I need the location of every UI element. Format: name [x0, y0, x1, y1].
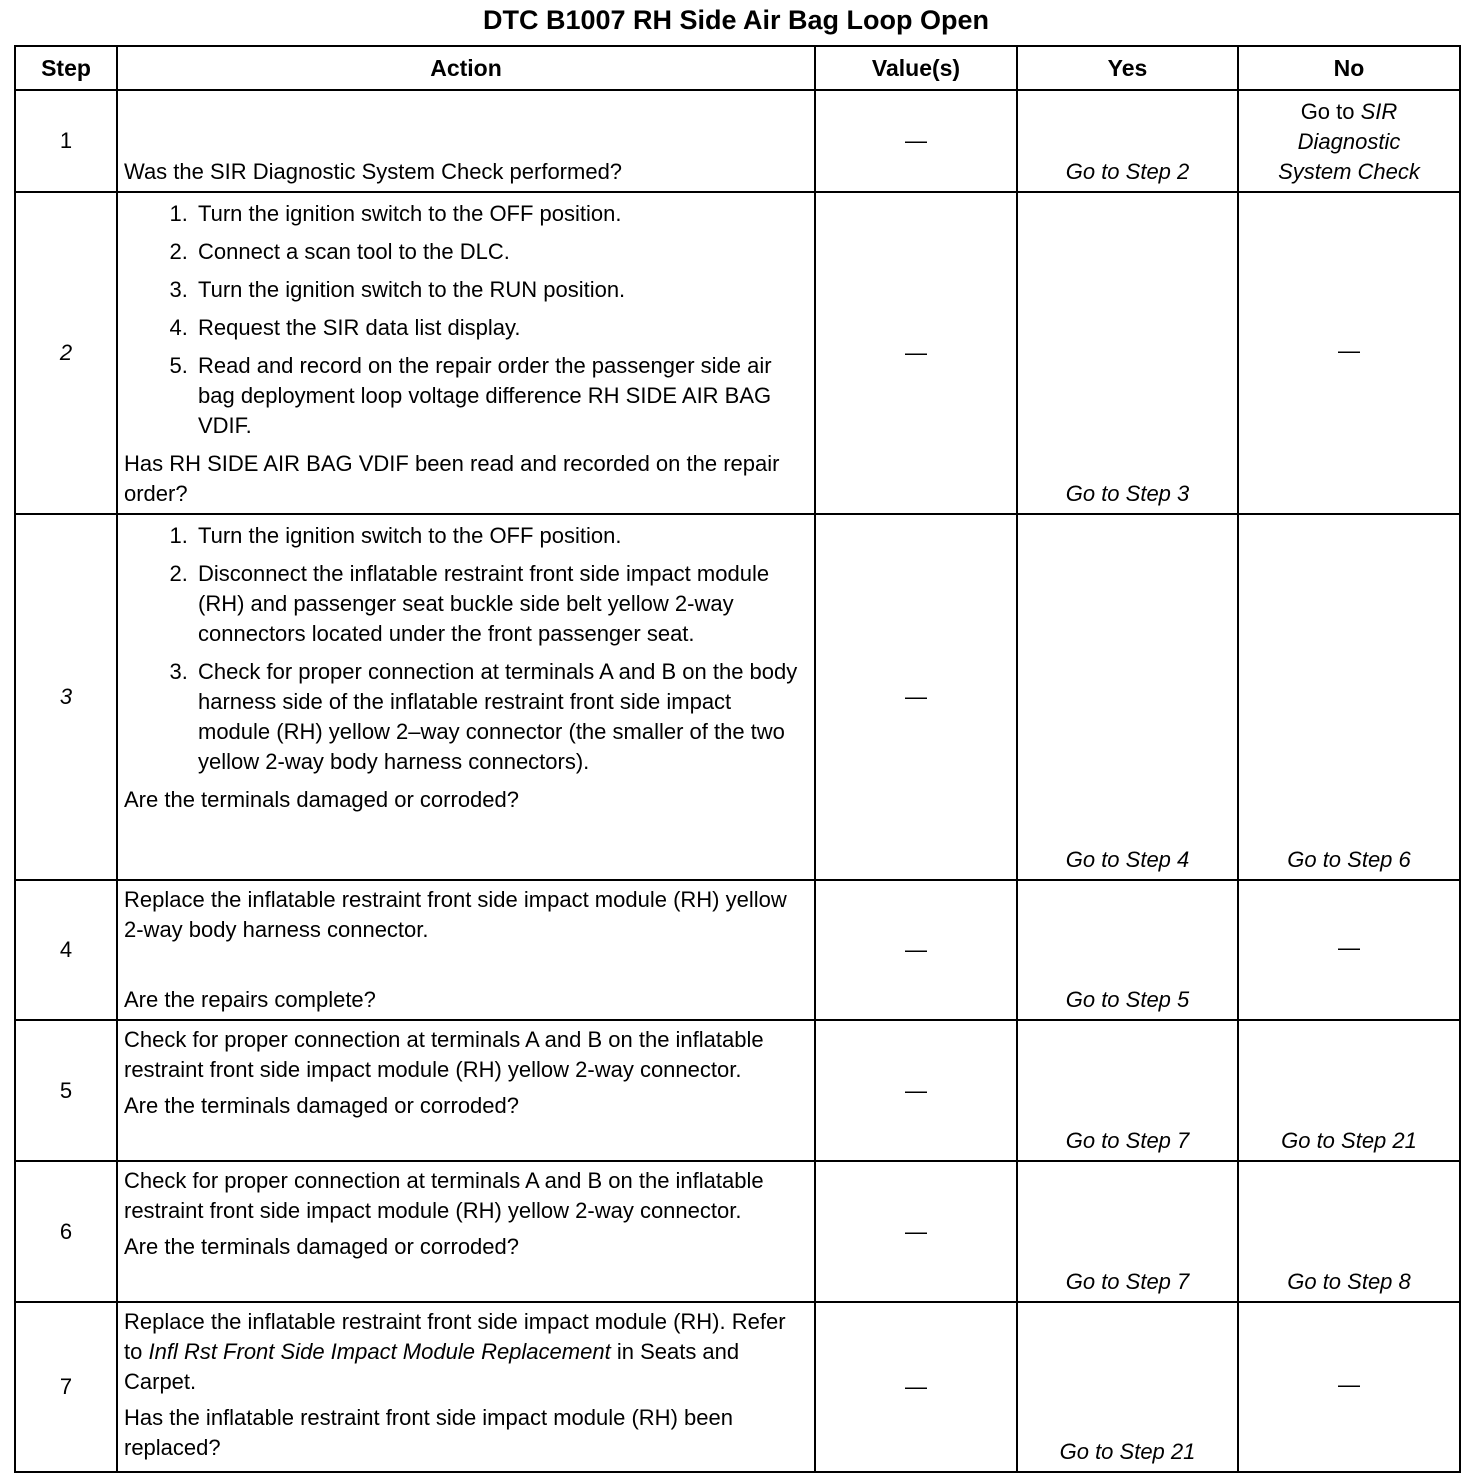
procedure-item: 4. Request the SIR data list display. [194, 313, 808, 343]
yes-link[interactable]: Go to Step 21 [1017, 1302, 1238, 1472]
action-cell [117, 1302, 815, 1472]
action-text-before: Replace the inflatable restraint front side impact module (RH). Refer to [124, 1309, 786, 1364]
yes-link[interactable]: Go to Step 7 [1017, 1161, 1238, 1302]
page-title: DTC B1007 RH Side Air Bag Loop Open [482, 5, 990, 35]
yes-link[interactable]: Go to Step 2 [1017, 90, 1238, 192]
question-text: Was the SIR Diagnostic System Check performed? [124, 159, 623, 184]
no-link[interactable]: SIR [1360, 99, 1398, 124]
no-cell [1238, 90, 1460, 192]
header-row [15, 46, 1460, 90]
no-link[interactable]: Go to Step 21 [1238, 1020, 1460, 1161]
action-cell [117, 1161, 815, 1302]
step-number: 2 [15, 192, 117, 514]
question-text: Are the terminals damaged or corroded? [124, 1234, 519, 1259]
procedure-list [124, 521, 808, 777]
yes-link[interactable]: Go to Step 7 [1017, 1020, 1238, 1161]
value-cell: — [815, 880, 1017, 1020]
no-link[interactable]: Diagnostic [1297, 129, 1401, 154]
procedure-item: 2. Disconnect the inflatable restraint front side impact module (RH) and passenger seat buckle side belt yellow 2-way connectors located under the front passenger seat. [194, 559, 808, 649]
action-text [124, 1307, 808, 1397]
header-step: Step [15, 46, 117, 90]
value-cell: — [815, 1302, 1017, 1472]
action-text: Replace the inflatable restraint front side impact module (RH) yellow 2-way body harness connector. [124, 887, 787, 942]
procedure-item: 1. Turn the ignition switch to the OFF position. [194, 199, 808, 229]
diagnostic-table [14, 45, 1461, 1473]
no-link[interactable]: Go to Step 6 [1238, 514, 1460, 880]
no-link[interactable]: Go to Step 8 [1238, 1161, 1460, 1302]
procedure-item: 3. Turn the ignition switch to the RUN position. [194, 275, 808, 305]
no-link[interactable]: System Check [1278, 159, 1420, 184]
procedure-item: 1. Turn the ignition switch to the OFF position. [194, 521, 808, 551]
header-values: Value(s) [815, 46, 1017, 90]
header-no: No [1238, 46, 1460, 90]
no-prefix: Go to [1300, 99, 1355, 124]
table-row [15, 90, 1460, 192]
value-cell: — [815, 1020, 1017, 1161]
procedure-item: 5. Read and record on the repair order the passenger side air bag deployment loop voltage difference RH SIDE AIR BAG VDIF. [194, 351, 808, 441]
procedure-item: 3. Check for proper connection at terminals A and B on the body harness side of the inflatable restraint front side impact module (RH) yellow 2–way connector (the smaller of the two yellow 2-way body harness connectors). [194, 657, 808, 777]
table-row [15, 1020, 1460, 1161]
action-text: Check for proper connection at terminals A and B on the inflatable restraint front side impact module (RH) yellow 2-way connector. [124, 1168, 764, 1223]
action-cell [117, 514, 815, 880]
step-number: 7 [15, 1302, 117, 1472]
yes-link[interactable]: Go to Step 5 [1017, 880, 1238, 1020]
yes-link[interactable]: Go to Step 3 [1017, 192, 1238, 514]
action-text-after: in Seats and Carpet. [124, 1339, 740, 1394]
table-row [15, 880, 1460, 1020]
value-cell: — [815, 192, 1017, 514]
value-cell: — [815, 90, 1017, 192]
step-number: 1 [15, 90, 117, 192]
table-row [15, 1161, 1460, 1302]
no-cell: — [1238, 880, 1460, 1020]
header-action: Action [117, 46, 815, 90]
step-number: 6 [15, 1161, 117, 1302]
header-yes: Yes [1017, 46, 1238, 90]
reference-link[interactable]: Infl Rst Front Side Impact Module Replacement [148, 1339, 611, 1364]
action-cell [117, 880, 815, 1020]
no-cell: — [1238, 1302, 1460, 1472]
yes-link[interactable]: Go to Step 4 [1017, 514, 1238, 880]
procedure-list [124, 199, 808, 441]
question-text: Are the repairs complete? [124, 987, 376, 1012]
step-number: 3 [15, 514, 117, 880]
procedure-item: 2. Connect a scan tool to the DLC. [194, 237, 808, 267]
question-text: Are the terminals damaged or corroded? [124, 787, 519, 812]
value-cell: — [815, 1161, 1017, 1302]
question-text: Has the inflatable restraint front side impact module (RH) been replaced? [124, 1405, 733, 1460]
question-text: Are the terminals damaged or corroded? [124, 1093, 519, 1118]
action-cell [117, 1020, 815, 1161]
action-text: Check for proper connection at terminals A and B on the inflatable restraint front side impact module (RH) yellow 2-way connector. [124, 1027, 764, 1082]
value-cell: — [815, 514, 1017, 880]
no-cell: — [1238, 192, 1460, 514]
step-number: 5 [15, 1020, 117, 1161]
question-text: Has RH SIDE AIR BAG VDIF been read and recorded on the repair order? [124, 451, 780, 506]
table-row [15, 1302, 1460, 1472]
action-cell [117, 90, 815, 192]
table-row [15, 192, 1460, 514]
action-cell [117, 192, 815, 514]
table-row [15, 514, 1460, 880]
step-number: 4 [15, 880, 117, 1020]
